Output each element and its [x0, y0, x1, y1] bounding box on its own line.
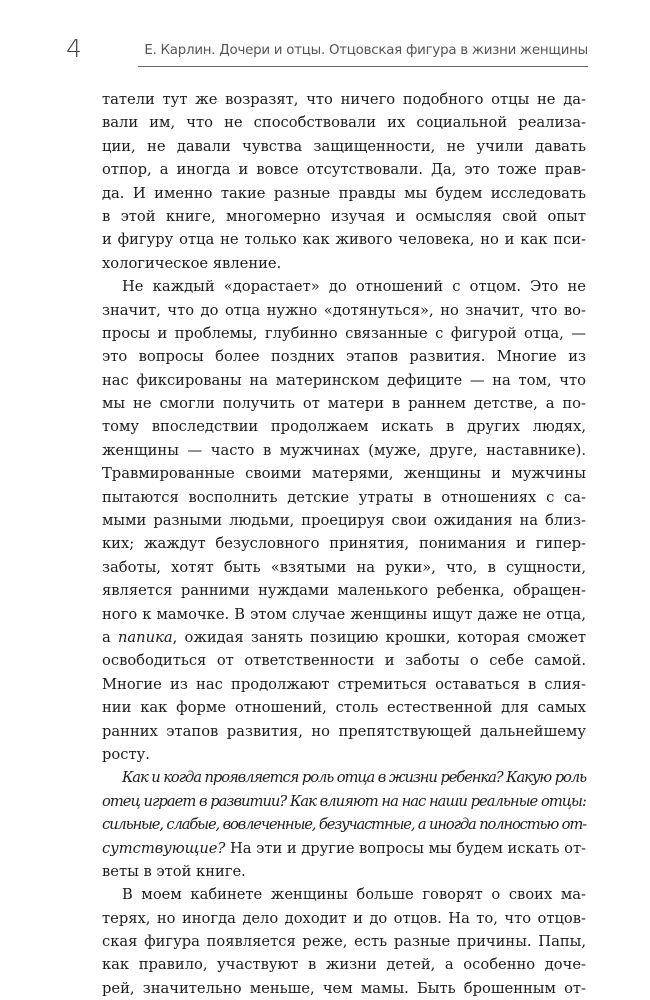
- text-line: [102, 766, 586, 789]
- text-segment: , ожидая занять позицию крошки, которая сможет: [172, 628, 586, 646]
- text-line: [102, 556, 586, 579]
- text-line: [102, 837, 586, 860]
- text-line: [102, 369, 586, 392]
- text-line: [102, 649, 586, 672]
- text-segment: татели тут же возразят, что ничего подобного отцы не да-: [102, 91, 586, 108]
- text-line: [102, 883, 586, 906]
- text-line: [102, 813, 586, 836]
- text-segment: На эти и другие вопросы мы будем искать от-: [225, 839, 586, 857]
- text-segment: женщины — часто в мужчинах (муже, друге, наставнике).: [102, 441, 586, 459]
- text-line: [102, 930, 586, 953]
- text-segment: в этой книге, многомерно изучая и осмысляя свой опыт: [102, 207, 586, 225]
- text-segment: ции, не давали чувства защищенности, не учили давать: [102, 137, 586, 155]
- text-segment: тому впоследствии продолжаем искать в других людях,: [102, 418, 586, 436]
- text-segment: ская фигура появляется реже, есть разные причины. Папы,: [102, 933, 586, 951]
- italic-text: сильные, слабые, вовлеченные, безучастные, а иногда полностью от-: [102, 816, 586, 834]
- text-segment: хологическое явление.: [102, 254, 282, 272]
- text-line: [102, 158, 586, 181]
- text-segment: является ранними нуждами маленького ребенка, обращен-: [102, 582, 586, 600]
- text-line: [102, 977, 586, 1000]
- text-segment: Не каждый «дорастает» до отношений с отцом. Это не: [122, 278, 586, 296]
- text-line: [102, 228, 586, 251]
- page-header: [66, 30, 588, 70]
- text-segment: веты в этой книге.: [102, 862, 246, 880]
- text-line: [102, 275, 586, 298]
- text-line: [102, 415, 586, 438]
- text-segment: терях, но иногда дело доходит и до отцов. На то, что отцов-: [102, 909, 586, 927]
- text-segment: ного к мамочке. В этом случае женщины ищут даже не отца,: [102, 605, 586, 623]
- text-line: [102, 299, 586, 322]
- text-segment: а: [102, 628, 118, 646]
- text-segment: отпор, а иногда и вовсе отсутствовали. Да, это тоже прав-: [102, 161, 586, 179]
- text-line: [102, 486, 586, 509]
- text-line: [102, 345, 586, 368]
- text-segment: это вопросы более поздних этапов развития. Многие из: [102, 348, 586, 366]
- text-line: [102, 205, 586, 228]
- text-segment: да. И именно такие разные правды мы будем исследовать: [102, 184, 586, 202]
- italic-text: сутствующие?: [102, 839, 226, 857]
- text-line: [102, 88, 586, 111]
- text-segment: нии как форме отношений, столь естественной для самых: [102, 699, 586, 717]
- text-line: [102, 720, 586, 743]
- running-title: Е. Карлин. Дочери и отцы. Отцовская фигура в жизни женщины: [144, 43, 588, 58]
- text-segment: пытаются восполнить детские утраты в отношениях с са-: [102, 488, 586, 506]
- text-segment: В моем кабинете женщины больше говорят о своих ма-: [122, 886, 586, 904]
- text-line: [102, 439, 586, 462]
- text-segment: нас фиксированы на материнском дефиците — на том, что: [102, 371, 586, 389]
- text-segment: как правило, участвуют в жизни детей, а особенно доче-: [102, 956, 586, 974]
- text-line: [102, 322, 586, 345]
- text-line: [102, 579, 586, 602]
- text-line: [102, 182, 586, 205]
- text-line: [102, 673, 586, 696]
- text-segment: значит, что до отца нужно «дотянуться», но значит, что во-: [102, 301, 586, 319]
- text-segment: Многие из нас продолжают стремиться оставаться в слия-: [102, 675, 586, 693]
- text-segment: ких; жаждут безусловного принятия, понимания и гипер-: [102, 535, 586, 553]
- text-line: [102, 462, 586, 485]
- page-number: 4: [66, 34, 82, 63]
- text-segment: росту.: [102, 745, 150, 763]
- text-segment: мы не смогли получить от матери в раннем детстве, а по-: [102, 395, 586, 413]
- text-line: [102, 111, 586, 134]
- text-segment: освободиться от ответственности и заботы о себе самой.: [102, 652, 586, 670]
- text-segment: ранних этапов развития, но препятствующей дальнейшему: [102, 722, 586, 740]
- text-segment: мыми разными людьми, проецируя свои ожидания на близ-: [102, 512, 586, 530]
- text-segment: Травмированные своими матерями, женщины и мужчины: [102, 465, 586, 483]
- text-line: [102, 790, 586, 813]
- text-line: [102, 626, 586, 649]
- text-line: [102, 135, 586, 158]
- text-line: [102, 860, 586, 883]
- text-line: [102, 392, 586, 415]
- text-line: [102, 953, 586, 976]
- text-line: [102, 743, 586, 766]
- text-line: [102, 532, 586, 555]
- italic-text: папика: [117, 628, 173, 646]
- body-text: [102, 88, 586, 1000]
- text-segment: вали им, что не способствовали их социальной реализа-: [102, 114, 586, 132]
- text-line: [102, 509, 586, 532]
- text-line: [102, 252, 586, 275]
- header-rule: [138, 66, 588, 67]
- text-line: [102, 907, 586, 930]
- italic-text: отец играет в развитии? Как влияют на нас наши реальные отцы:: [102, 792, 586, 810]
- text-segment: заботы, хотят быть «взятыми на руки», что, в сущности,: [102, 558, 586, 576]
- text-segment: рей, значительно меньше, чем мамы. Быть брошенным от-: [102, 979, 586, 997]
- text-segment: и фигуру отца не только как живого человека, но и как пси-: [102, 231, 586, 249]
- text-segment: просы и проблемы, глубинно связанные с фигурой отца, —: [102, 324, 586, 342]
- text-line: [102, 696, 586, 719]
- text-line: [102, 603, 586, 626]
- italic-text: Как и когда проявляется роль отца в жизни ребенка? Какую роль: [122, 769, 586, 787]
